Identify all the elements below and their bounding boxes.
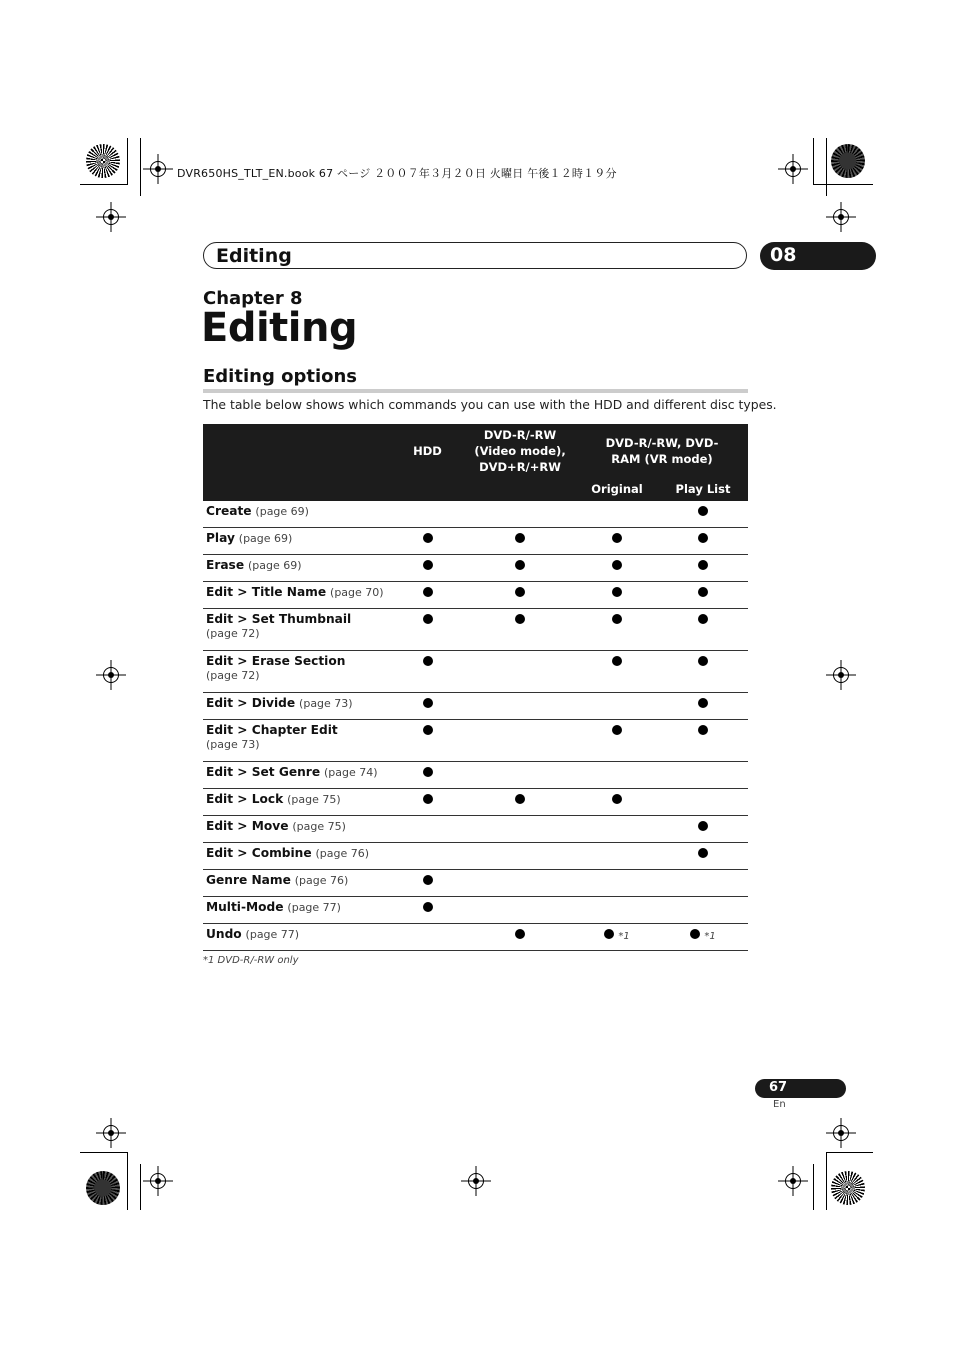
crosshair-mark-icon xyxy=(150,1173,166,1189)
cell-playlist xyxy=(658,555,748,582)
supported-bullet-icon xyxy=(612,587,622,597)
command-cell xyxy=(203,816,391,843)
cell-dvd-video xyxy=(464,501,576,528)
file-header: DVR650HS_TLT_EN.book 67 ページ ２００７年３月２０日 火曜日 午後１２時１９分 xyxy=(177,167,617,180)
cell-hdd xyxy=(391,693,464,720)
col-header-playlist: Play List xyxy=(658,477,748,501)
cell-dvd-video xyxy=(464,843,576,870)
table-row xyxy=(203,582,748,609)
command-name: Edit > Set Thumbnail xyxy=(206,612,352,626)
command-cell xyxy=(203,720,391,762)
cell-original xyxy=(576,582,658,609)
cell-original xyxy=(576,720,658,762)
command-name: Edit > Chapter Edit xyxy=(206,723,338,737)
sunburst-mark-icon xyxy=(831,144,865,178)
command-name: Edit > Title Name xyxy=(206,585,327,599)
sunburst-mark-icon xyxy=(831,1171,865,1205)
crosshair-mark-icon xyxy=(103,1125,119,1141)
supported-bullet-icon xyxy=(698,533,708,543)
cell-original xyxy=(576,924,658,951)
command-cell xyxy=(203,762,391,789)
cell-dvd-video xyxy=(464,609,576,651)
table-row xyxy=(203,528,748,555)
cell-hdd xyxy=(391,924,464,951)
command-cell xyxy=(203,870,391,897)
cell-playlist xyxy=(658,501,748,528)
table-row xyxy=(203,501,748,528)
table-row xyxy=(203,816,748,843)
section-title: Editing xyxy=(216,245,292,267)
crosshair-mark-icon xyxy=(103,209,119,225)
cell-dvd-video xyxy=(464,582,576,609)
supported-bullet-icon xyxy=(698,698,708,708)
supported-bullet-icon xyxy=(515,794,525,804)
command-name: Undo xyxy=(206,927,242,941)
supported-bullet-icon xyxy=(698,614,708,624)
table-row xyxy=(203,693,748,720)
command-cell xyxy=(203,897,391,924)
command-cell xyxy=(203,789,391,816)
footnote: *1 DVD-R/-RW only xyxy=(203,955,299,966)
cell-original xyxy=(576,651,658,693)
subheading-rule xyxy=(203,389,748,393)
supported-bullet-icon xyxy=(423,698,433,708)
supported-bullet-icon xyxy=(690,929,700,939)
crosshair-mark-icon xyxy=(103,667,119,683)
cell-dvd-video xyxy=(464,693,576,720)
command-name: Edit > Lock xyxy=(206,792,284,806)
crosshair-mark-icon xyxy=(833,667,849,683)
sunburst-mark-icon xyxy=(86,144,120,178)
command-cell xyxy=(203,555,391,582)
supported-bullet-icon xyxy=(515,587,525,597)
cell-playlist xyxy=(658,789,748,816)
cell-dvd-video xyxy=(464,789,576,816)
page-reference: (page 76) xyxy=(315,847,370,860)
cell-hdd xyxy=(391,897,464,924)
supported-bullet-icon xyxy=(698,506,708,516)
supported-bullet-icon xyxy=(698,848,708,858)
cell-hdd xyxy=(391,720,464,762)
page-title: Editing xyxy=(201,305,358,351)
cell-hdd xyxy=(391,555,464,582)
cell-hdd xyxy=(391,582,464,609)
cell-original xyxy=(576,555,658,582)
page-reference: (page 72) xyxy=(206,627,260,640)
command-name: Multi-Mode xyxy=(206,900,284,914)
cell-dvd-video xyxy=(464,528,576,555)
command-name: Edit > Erase Section xyxy=(206,654,346,668)
section-header xyxy=(203,242,747,269)
supported-bullet-icon xyxy=(612,533,622,543)
page-reference: (page 72) xyxy=(206,669,260,682)
cell-original xyxy=(576,762,658,789)
supported-bullet-icon xyxy=(698,587,708,597)
col-header-hdd: HDD xyxy=(391,424,464,477)
page-reference: (page 69) xyxy=(247,559,302,572)
cell-hdd xyxy=(391,789,464,816)
supported-bullet-icon xyxy=(423,533,433,543)
table-row xyxy=(203,720,748,762)
page-reference: (page 75) xyxy=(292,820,346,833)
cell-hdd xyxy=(391,609,464,651)
table-row xyxy=(203,555,748,582)
sunburst-mark-icon xyxy=(86,1171,120,1205)
cell-hdd xyxy=(391,501,464,528)
page-reference: (page 70) xyxy=(330,586,384,599)
crosshair-mark-icon xyxy=(785,161,801,177)
col-header-original: Original xyxy=(576,477,658,501)
cell-playlist xyxy=(658,651,748,693)
chapter-label: Chapter 8 xyxy=(203,288,303,309)
supported-bullet-icon xyxy=(423,725,433,735)
cell-dvd-video xyxy=(464,762,576,789)
crosshair-mark-icon xyxy=(785,1173,801,1189)
cell-playlist xyxy=(658,762,748,789)
cell-playlist xyxy=(658,870,748,897)
cell-dvd-video xyxy=(464,924,576,951)
page-reference: (page 73) xyxy=(299,697,353,710)
supported-bullet-icon xyxy=(612,560,622,570)
cell-playlist xyxy=(658,843,748,870)
cell-original xyxy=(576,789,658,816)
table-row xyxy=(203,924,748,951)
supported-bullet-icon xyxy=(698,560,708,570)
command-cell xyxy=(203,651,391,693)
cell-playlist xyxy=(658,582,748,609)
command-cell xyxy=(203,609,391,651)
supported-bullet-icon xyxy=(423,794,433,804)
command-cell xyxy=(203,924,391,951)
page-reference: (page 77) xyxy=(245,928,300,941)
cell-original xyxy=(576,897,658,924)
chapter-tab xyxy=(760,242,876,270)
footnote-ref: *1 xyxy=(618,931,630,942)
cell-hdd xyxy=(391,528,464,555)
crosshair-mark-icon xyxy=(833,209,849,225)
command-name: Edit > Move xyxy=(206,819,289,833)
command-name: Edit > Set Genre xyxy=(206,765,321,779)
crosshair-mark-icon xyxy=(833,1125,849,1141)
cell-playlist xyxy=(658,609,748,651)
supported-bullet-icon xyxy=(515,929,525,939)
footnote-ref: *1 xyxy=(704,931,716,942)
command-cell xyxy=(203,501,391,528)
language-label: En xyxy=(773,1099,786,1110)
cell-original xyxy=(576,816,658,843)
cell-playlist xyxy=(658,720,748,762)
supported-bullet-icon xyxy=(423,656,433,666)
command-cell xyxy=(203,582,391,609)
supported-bullet-icon xyxy=(515,533,525,543)
supported-bullet-icon xyxy=(515,614,525,624)
cell-dvd-video xyxy=(464,720,576,762)
cell-hdd xyxy=(391,651,464,693)
command-name: Genre Name xyxy=(206,873,291,887)
col-header-dvd-video: DVD-R/-RW (Video mode), DVD+R/+RW xyxy=(464,424,576,477)
col-header-dvd-vr: DVD-R/-RW, DVD-RAM (VR mode) xyxy=(576,424,748,477)
page-reference: (page 69) xyxy=(238,532,293,545)
cell-playlist xyxy=(658,693,748,720)
table-row xyxy=(203,843,748,870)
supported-bullet-icon xyxy=(423,875,433,885)
command-cell xyxy=(203,843,391,870)
command-cell xyxy=(203,528,391,555)
supported-bullet-icon xyxy=(423,614,433,624)
command-name: Create xyxy=(206,504,252,518)
cell-playlist xyxy=(658,816,748,843)
supported-bullet-icon xyxy=(515,560,525,570)
subheading: Editing options xyxy=(203,366,358,387)
intro-text: The table below shows which commands you can use with the HDD and different disc types. xyxy=(203,397,777,412)
cell-original xyxy=(576,609,658,651)
cell-original xyxy=(576,843,658,870)
command-name: Edit > Divide xyxy=(206,696,296,710)
chapter-number: 08 xyxy=(770,244,797,266)
supported-bullet-icon xyxy=(423,587,433,597)
cell-dvd-video xyxy=(464,816,576,843)
cell-hdd xyxy=(391,843,464,870)
page-reference: (page 74) xyxy=(323,766,378,779)
page-reference: (page 73) xyxy=(206,738,260,751)
command-name: Edit > Combine xyxy=(206,846,312,860)
page-reference: (page 77) xyxy=(287,901,341,914)
table-row xyxy=(203,651,748,693)
cell-dvd-video xyxy=(464,555,576,582)
page-reference: (page 76) xyxy=(294,874,349,887)
table-row xyxy=(203,897,748,924)
cell-hdd xyxy=(391,816,464,843)
command-name: Play xyxy=(206,531,235,545)
cell-dvd-video xyxy=(464,870,576,897)
supported-bullet-icon xyxy=(698,725,708,735)
cell-hdd xyxy=(391,762,464,789)
cell-dvd-video xyxy=(464,651,576,693)
crosshair-mark-icon xyxy=(468,1173,484,1189)
page-number: 67 xyxy=(769,1080,788,1095)
supported-bullet-icon xyxy=(612,614,622,624)
editing-options-table xyxy=(203,424,748,951)
supported-bullet-icon xyxy=(604,929,614,939)
supported-bullet-icon xyxy=(698,656,708,666)
cell-playlist xyxy=(658,528,748,555)
cell-original xyxy=(576,501,658,528)
page-number-tab xyxy=(755,1079,846,1098)
cell-playlist xyxy=(658,924,748,951)
supported-bullet-icon xyxy=(423,560,433,570)
command-name: Erase xyxy=(206,558,245,572)
supported-bullet-icon xyxy=(423,902,433,912)
table-row xyxy=(203,789,748,816)
cell-playlist xyxy=(658,897,748,924)
supported-bullet-icon xyxy=(612,656,622,666)
table-row xyxy=(203,870,748,897)
supported-bullet-icon xyxy=(423,767,433,777)
table-row xyxy=(203,609,748,651)
command-cell xyxy=(203,693,391,720)
supported-bullet-icon xyxy=(612,725,622,735)
cell-original xyxy=(576,528,658,555)
cell-dvd-video xyxy=(464,897,576,924)
page-reference: (page 69) xyxy=(255,505,309,518)
supported-bullet-icon xyxy=(612,794,622,804)
cell-original xyxy=(576,870,658,897)
cell-hdd xyxy=(391,870,464,897)
page-reference: (page 75) xyxy=(287,793,341,806)
table-row xyxy=(203,762,748,789)
crosshair-mark-icon xyxy=(150,161,166,177)
supported-bullet-icon xyxy=(698,821,708,831)
cell-original xyxy=(576,693,658,720)
